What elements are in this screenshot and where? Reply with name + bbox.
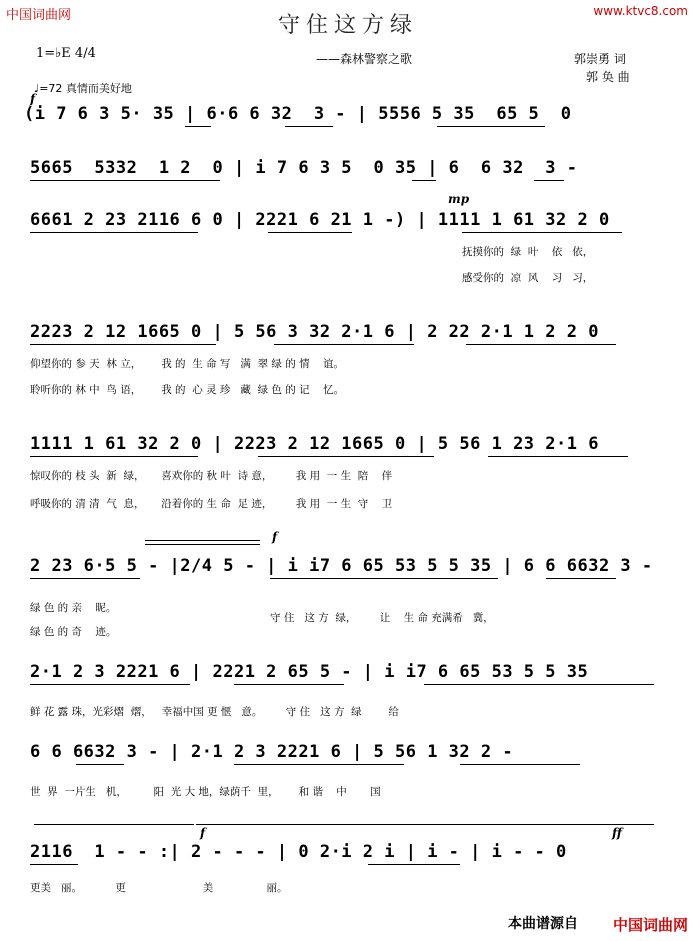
lyric-line: 世 界 一片生 机， 阳 光 大 地，绿荫千 里， 和 谐 中 国 <box>30 786 381 798</box>
dynamic-mark: f <box>272 530 278 544</box>
lyric-line: 绿 色 的 亲 昵。 <box>30 602 117 614</box>
lyric-line: 呼吸你的 清 清 气 息， 沿着你的 生 命 足 迹， 我 用 一 生 守 卫 <box>30 498 393 510</box>
score-row-9-notes: 2116 1 - - :| 2 - - - | 0 2·i 2 i | i - | i - - 0 <box>30 842 567 862</box>
lyricist-credit: 郭崇勇 词 <box>574 52 626 66</box>
song-subtitle: ——森林警察之歌 <box>316 52 413 66</box>
lyric-line: 守 住 这 方 绿， 让 生 命 充满希 冀， <box>270 612 494 624</box>
site-watermark-right[interactable]: www.ktvc8.com <box>593 4 688 18</box>
song-title: 守住这方绿 <box>277 13 418 38</box>
dynamic-mark: f <box>200 826 206 840</box>
lyric-line: 更美 丽。 更 美 丽。 <box>30 882 288 894</box>
score-row-5-notes: 1111 1 61 32 2 0 | 2223 2 12 1665 0 | 5 56 1 23 2·1 6 <box>30 434 599 454</box>
score-row-8-notes: 6 6 6632 3 - | 2·1 2 3 2221 6 | 5 56 1 32 2 - <box>30 742 514 762</box>
lyric-line: 绿 色 的 奇 迹。 <box>30 626 117 638</box>
site-watermark-left[interactable]: 中国词曲网 <box>6 8 72 23</box>
lyric-line: 抚摸你的 绿 叶 依 依， <box>462 246 594 258</box>
score-row-3-notes: 6661 2 23 2116 6 0 | 2221 6 21 1 -) | 1111 1 61 32 2 0 <box>30 210 610 230</box>
lyric-line: 感受你的 凉 风 习 习， <box>462 272 594 284</box>
dynamic-mark: mp <box>448 192 470 206</box>
score-row-4-notes: 2223 2 12 1665 0 | 5 56 3 32 2·1 6 | 2 22 2·1 1 2 2 0 <box>30 322 599 342</box>
score-row-1-notes: (i 7 6 3 5· 35 | 6·6 6 32 3 - | 5556 5 35 65 5 0 <box>24 104 572 124</box>
score-row-7-notes: 2·1 2 3 2221 6 | 2221 2 65 5 - | i i7 6 65 53 5 5 35 <box>30 662 589 682</box>
footer-site-link[interactable]: 中国词曲网 <box>612 916 688 934</box>
lyric-line: 仰望你的 参 天 林 立， 我 的 生 命 写 满 翠 绿 的 情 谊。 <box>30 358 344 370</box>
lyric-line: 聆听你的 林 中 鸟 语， 我 的 心 灵 珍 藏 绿 色 的 记 忆。 <box>30 384 344 396</box>
footer-source-label: 本曲谱源自 <box>508 916 578 932</box>
lyric-line: 惊叹你的 枝 头 新 绿， 喜欢你的 秋 叶 诗 意， 我 用 一 生 陪 伴 <box>30 470 393 482</box>
composer-credit: 郭 奂 曲 <box>586 70 630 84</box>
score-row-2-notes: 5665 5332 1 2 0 | i 7 6 3 5 0 35 | 6 6 32 3 - <box>30 158 578 178</box>
score-row-6-notes: 2 23 6·5 5 - |2/4 5 - | i i7 6 65 53 5 5 35 | 6 6 6632 3 - <box>30 556 653 576</box>
tempo-marking: ♩=72 真情而美好地 <box>34 82 132 95</box>
lyric-line: 鲜 花 露 珠，光彩熠 熠， 幸福中国 更 惬 意。 守 住 这 方 绿 给 <box>30 706 399 718</box>
dynamic-mark: f <box>30 92 36 106</box>
key-signature: 1=♭E 4/4 <box>36 46 96 61</box>
dynamic-mark: ff <box>612 826 622 840</box>
